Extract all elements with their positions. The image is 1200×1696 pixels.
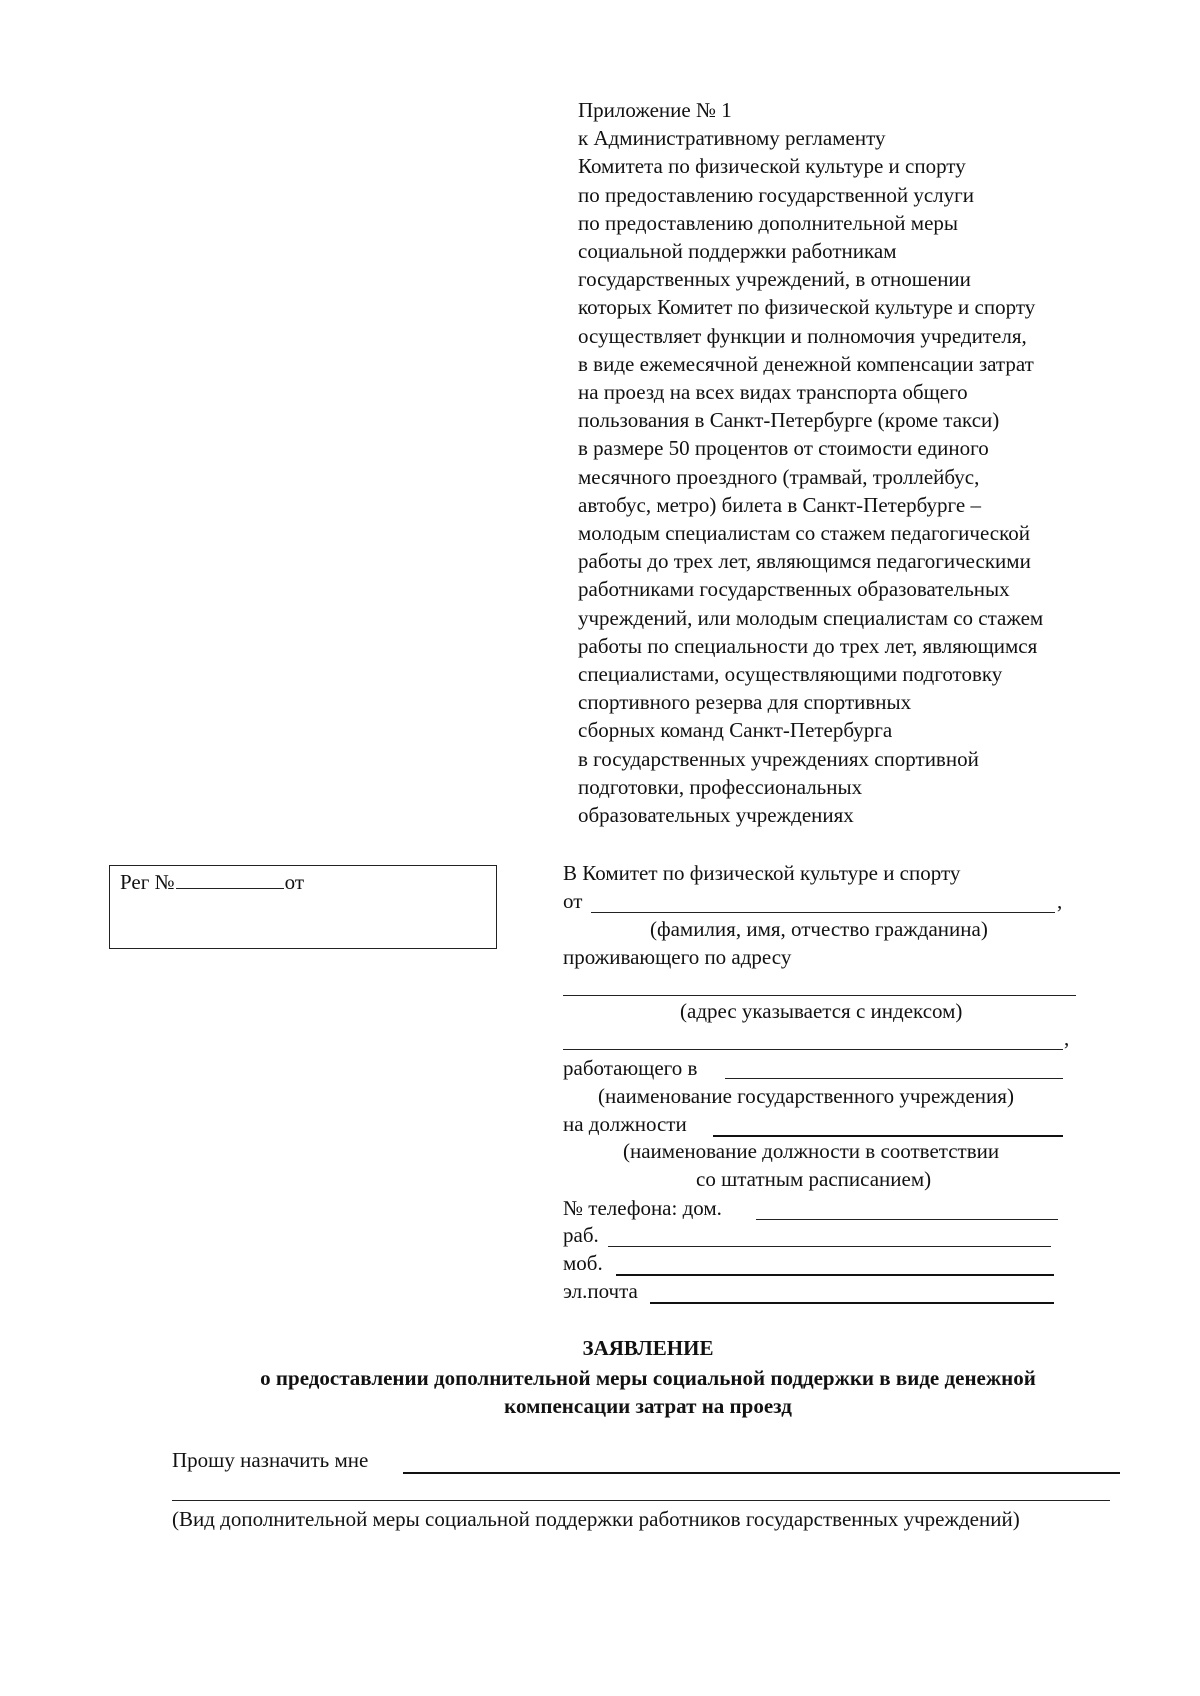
position-caption-1: (наименование должности в соответствии <box>623 1139 1000 1163</box>
email-field[interactable] <box>650 1302 1054 1304</box>
address-caption: (адрес указывается с индексом) <box>680 999 963 1023</box>
appendix-line: в размере 50 процентов от стоимости единого <box>578 436 989 461</box>
phone-home-field[interactable] <box>756 1219 1058 1220</box>
support-kind-caption: (Вид дополнительной меры социальной поддержки работников государственных учреждений) <box>172 1507 1020 1531</box>
appendix-line: Приложение № 1 <box>578 98 732 122</box>
phone-work-label: раб. <box>563 1223 599 1247</box>
appendix-header <box>578 96 1138 829</box>
appendix-line: Комитета по физической культуре и спорту <box>578 154 966 179</box>
to-committee: В Комитет по физической культуре и спорту <box>563 861 961 885</box>
appendix-line: спортивного резерва для спортивных <box>578 690 912 715</box>
appendix-line: осуществляет функции и полномочия учредителя, <box>578 323 1027 348</box>
from-label: от <box>563 889 583 913</box>
applicant-name-field[interactable] <box>591 912 1055 913</box>
appendix-line: специалистами, осуществляющими подготовку <box>578 662 1003 687</box>
position-label: на должности <box>563 1112 687 1136</box>
working-at-label: работающего в <box>563 1056 698 1080</box>
appendix-line: которых Комитет по физической культуре и спорту <box>578 295 1036 320</box>
reg-number-label: Рег № <box>120 870 175 894</box>
appendix-line: в виде ежемесячной денежной компенсации затрат <box>578 351 1034 376</box>
appendix-line: работы по специальности до трех лет, являющимся <box>578 633 1038 658</box>
appendix-line: сборных команд Санкт-Петербурга <box>578 718 893 743</box>
request-field[interactable] <box>403 1472 1120 1474</box>
registration-box <box>109 865 497 949</box>
statement-title: ЗАЯВЛЕНИЕ <box>582 1336 714 1360</box>
position-caption-2: со штатным расписанием) <box>696 1167 932 1191</box>
request-label: Прошу назначить мне <box>172 1448 369 1472</box>
registration-row <box>120 870 304 895</box>
phone-mobile-field[interactable] <box>616 1274 1054 1276</box>
address-comma: , <box>1064 1026 1070 1050</box>
position-field[interactable] <box>713 1135 1063 1137</box>
residing-label: проживающего по адресу <box>563 945 792 969</box>
appendix-line: социальной поддержки работникам <box>578 239 897 264</box>
phone-home-label: № телефона: дом. <box>563 1196 722 1220</box>
appendix-line: к Административному регламенту <box>578 126 886 151</box>
address-field-2[interactable] <box>563 1049 1063 1050</box>
appendix-line: подготовки, профессиональных <box>578 774 863 799</box>
appendix-line: работниками государственных образовательных <box>578 577 1010 602</box>
appendix-line: молодым специалистам со стажем педагогической <box>578 521 1030 546</box>
email-label: эл.почта <box>563 1279 638 1303</box>
appendix-line: учреждений, или молодым специалистам со стажем <box>578 605 1044 630</box>
institution-field[interactable] <box>725 1078 1063 1079</box>
appendix-line: месячного проездного (трамвай, троллейбус, <box>578 464 980 489</box>
phone-work-field[interactable] <box>608 1246 1051 1247</box>
appendix-line: образовательных учреждениях <box>578 803 854 828</box>
appendix-line: на проезд на всех видах транспорта общего <box>578 380 968 405</box>
appendix-line: по предоставлению государственной услуги <box>578 182 974 207</box>
reg-number-field[interactable] <box>176 872 284 889</box>
statement-subtitle-2: компенсации затрат на проезд <box>504 1394 792 1418</box>
appendix-line: работы до трех лет, являющимся педагогическими <box>578 549 1031 574</box>
address-field-1[interactable] <box>563 995 1076 996</box>
institution-caption: (наименование государственного учреждения) <box>598 1084 1014 1108</box>
reg-date-label: от <box>284 870 305 894</box>
appendix-line: пользования в Санкт-Петербурге (кроме такси) <box>578 408 1000 433</box>
appendix-line: автобус, метро) билета в Санкт-Петербурге – <box>578 492 981 517</box>
appendix-line: в государственных учреждениях спортивной <box>578 746 979 771</box>
phone-mobile-label: моб. <box>563 1251 603 1275</box>
from-comma: , <box>1057 889 1063 913</box>
statement-subtitle-1: о предоставлении дополнительной меры социальной поддержки в виде денежной <box>260 1366 1036 1390</box>
request-field-2[interactable] <box>172 1500 1110 1501</box>
appendix-line: государственных учреждений, в отношении <box>578 267 971 292</box>
appendix-line: по предоставлению дополнительной меры <box>578 210 959 235</box>
fio-caption: (фамилия, имя, отчество гражданина) <box>650 917 988 941</box>
